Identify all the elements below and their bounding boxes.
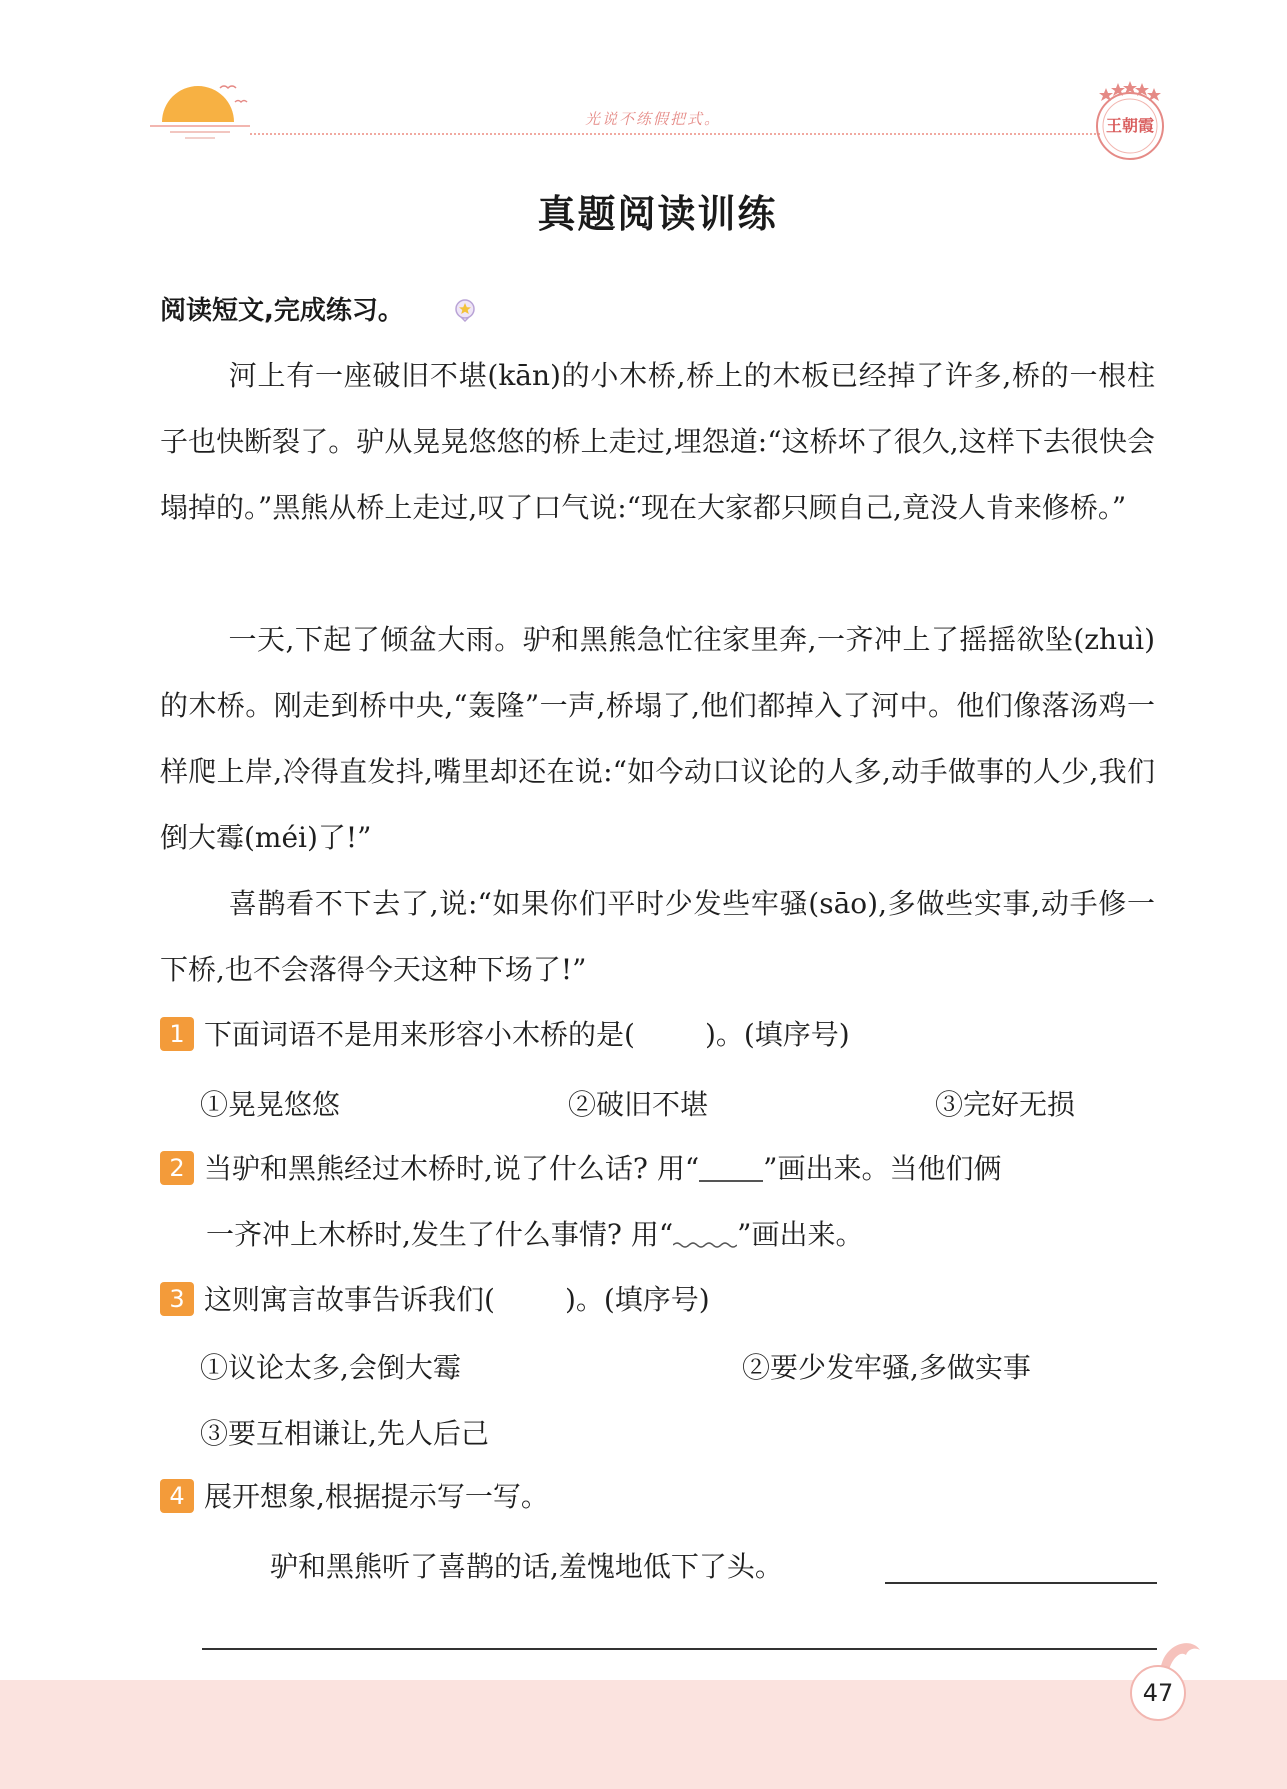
q3-option-2[interactable]: ②要少发牢骚,多做实事 (742, 1351, 1031, 1384)
footer-band (0, 1680, 1287, 1789)
question-number-badge: 3 (160, 1282, 194, 1316)
seal-brand-text: 王朝霞 (1105, 116, 1154, 135)
question-3: 3 这则寓言故事告诉我们( )。(填序号) (160, 1280, 1160, 1320)
question-number-badge: 2 (160, 1151, 194, 1185)
question-4: 4 展开想象,根据提示写一写。 (160, 1477, 1160, 1517)
header-divider (250, 133, 1100, 135)
star-badge-icon (453, 298, 477, 322)
question-2-line-2: 一齐冲上木桥时,发生了什么事情? 用“ ”画出来。 (206, 1218, 864, 1251)
q3-option-1[interactable]: ①议论太多,会倒大霉 (200, 1351, 461, 1384)
question-2: 2 当驴和黑熊经过木桥时,说了什么话? 用“ ”画出来。当他们俩 (160, 1149, 1160, 1189)
passage-paragraph-3: 喜鹊看不下去了,说:“如果你们平时少发些牢骚(sāo),多做些实事,动手修一下桥,也不会落得今天这种下场了!” (160, 887, 1155, 986)
passage-paragraph-2: 一天,下起了倾盆大雨。驴和黑熊急忙往家里奔,一齐冲上了摇摇欲坠(zhuì)的木桥。刚走到桥中央,“轰隆”一声,桥塌了,他们都掉入了河中。他们像落汤鸡一样爬上岸,冷得直发抖,嘴里却还在说:“如今动口议论的人多,动手做事的人少,我们倒大霉(méi)了!” (160, 623, 1155, 854)
passage-paragraph-1: 河上有一座破旧不堪(kān)的小木桥,桥上的木板已经掉了许多,桥的一根柱子也快断裂了。驴从晃晃悠悠的桥上走过,埋怨道:“这桥坏了很久,这样下去很快会塌掉的。”黑熊从桥上走过,叹了口气说:“现在大家都只顾自己,竟没人肯来修桥。” (160, 359, 1155, 524)
header-motto: 光说不练假把式。 (585, 110, 722, 128)
q4-prompt: 驴和黑熊听了喜鹊的话,羞愧地低下了头。 (270, 1550, 783, 1583)
question-number-badge: 1 (160, 1017, 194, 1051)
page-header (0, 0, 1287, 175)
q1-option-3[interactable]: ③完好无损 (935, 1088, 1076, 1121)
writing-line-2[interactable] (202, 1648, 1157, 1650)
page-title: 真题阅读训练 (537, 192, 778, 236)
wavy-underline-sample (673, 1240, 737, 1250)
question-1: 1 下面词语不是用来形容小木桥的是( )。(填序号) (160, 1015, 1160, 1055)
q1-option-1[interactable]: ①晃晃悠悠 (200, 1088, 341, 1121)
page-number: 47 (1130, 1665, 1186, 1721)
q1-option-2[interactable]: ②破旧不堪 (568, 1088, 709, 1121)
question-number-badge: 4 (160, 1479, 194, 1513)
writing-line-1[interactable] (885, 1582, 1157, 1584)
sunset-icon (150, 80, 250, 140)
straight-underline-sample (699, 1180, 763, 1182)
instruction-text: 阅读短文,完成练习。 (160, 296, 404, 326)
q3-option-3[interactable]: ③要互相谦让,先人后己 (200, 1417, 489, 1450)
